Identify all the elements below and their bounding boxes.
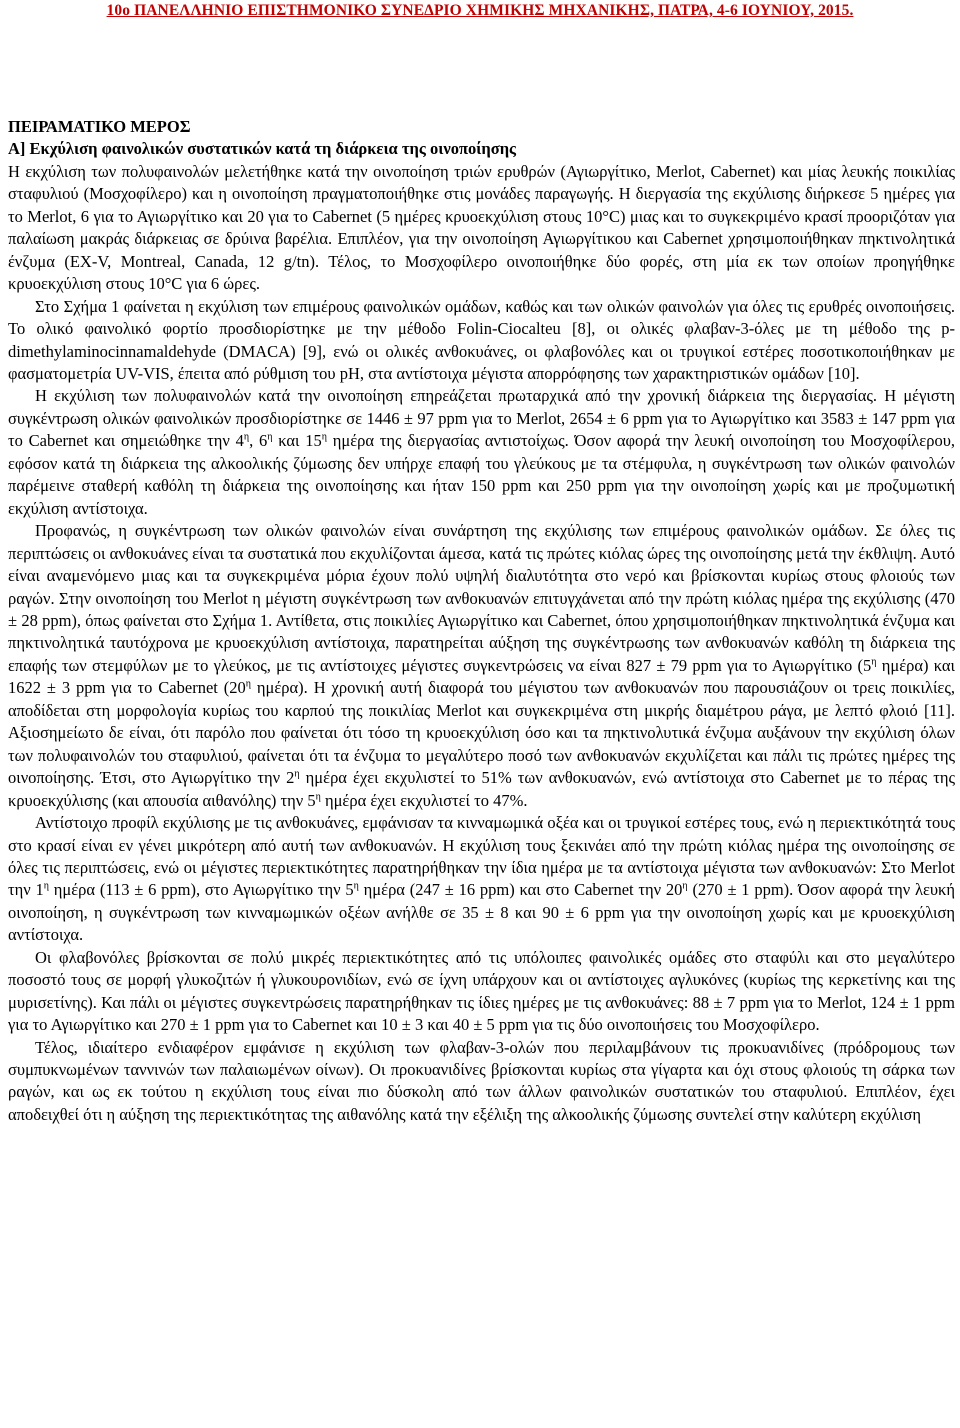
paragraph-text: Προφανώς, η συγκέντρωση των ολικών φαινολών είναι συνάρτηση της εκχύλισης των επιμέρους φαινολικών ομάδων. Σε όλες τις περιπτώσεις οι ανθοκυάνες είναι τα συστατικά που εκχυλίζονται άμεσα, κατά τις πρώτες κιόλας ώρες της οινοποίησης μετά την έκθλιψη. Αυτό είναι αναμενόμενο μιας και τα συγκεκριμένα μόρια έχουν πολύ υψηλή διαλυτότητα στο νερό και βρίσκονται κυρίως στους φλοιούς των ραγών. Στην οινοποίηση του Merlot η μέγιστη συγκέντρωση των ανθοκυανών επιτυγχάνεται από την πρώτη κιόλας ημέρα της εκχύλισης (470 ± 28 ppm), όπως φαίνεται στο Σχήμα 1. Αντίθετα, στις ποικιλίες Αγιωργίτικο και Cabernet, όπου χρησιμοποιήθηκαν πηκτινολητικά ένζυμα και πηκτινολητικά ταυτόχρονα με κρυοεκχύλιση αντίστοιχα, παρατηρείται αύξηση της συγκέντρωσης των ανθοκυανών καθόλη τη διάρκεια της επαφής των στεμφύλων με το γλεύκος, με τις αντίστοιχες μέγιστες συγκεντρώσεις να είναι 827 ± 79 ppm για το Αγιωργίτικο (5 <box>8 521 955 675</box>
paragraph-text: Η εκχύλιση των πολυφαινολών κατά την οινοποίηση επηρεάζεται πρωταρχικά από την χρονική διάρκεια της διεργασίας. Η μέγιστη συγκέντρωση ολικών φαινολικών προσδιορίστηκε σε 1446 ± 97 ppm για το Merlot, 2654 ± 6 ppm για το Αγιωργίτικο και 3583 ± 147 ppm για το Cabernet και σημειώθηκε την 4 <box>8 386 955 451</box>
ordinal-superscript: η <box>245 678 251 690</box>
paragraph-text: ημέρα (113 ± 6 ppm), στο Αγιωργίτικο την 5 <box>49 880 354 900</box>
body-paragraph <box>8 1037 955 1127</box>
body-paragraph <box>8 947 955 1037</box>
ordinal-superscript: η <box>871 656 877 668</box>
conference-header: 10ο ΠΑΝΕΛΛΗΝΙΟ ΕΠΙΣΤΗΜΟΝΙΚΟ ΣΥΝΕΔΡΙΟ ΧΗΜΙΚΗΣ ΜΗΧΑΝΙΚΗΣ, ΠΑΤΡΑ, 4-6 ΙΟΥΝΙΟΥ, 2015. <box>106 2 854 19</box>
paragraph-text: Οι φλαβονόλες βρίσκονται σε πολύ μικρές περιεκτικότητες από τις υπόλοιπες φαινολικές ομάδες στο σταφύλι και στο μεγαλύτερο ποσοστό τους σε μορφή γλυκοζιτών ή γλυκουρονιδίων, ενώ σε ίχνη υπάρχουν και οι αντίστοιχες αγλυκόνες (κυρίως της κερκετίνης και της μυρισετίνης). Και πάλι οι μέγιστες συγκεντρώσεις παρατηρήθηκαν τις ίδιες ημέρες με τις ανθοκυάνες: 88 ± 7 ppm για το Merlot, 124 ± 1 ppm για το Αγιωργίτικο και 270 ± 1 ppm για το Cabernet και 10 ± 3 και 40 ± 5 ppm για τις δύο οινοποιήσεις του Μοσχοφίλερο. <box>8 947 955 1035</box>
paragraph-text: ημέρα (247 ± 16 ppm) και στο Cabernet την 20 <box>358 880 683 900</box>
paragraph-text: Τέλος, ιδιαίτερο ενδιαφέρον εμφάνισε η εκχύλιση των φλαβαν-3-ολών που περιλαμβάνουν τις προκυανιδίνες (πρόδρομους των συμπυκνωμένων ταννινών των παλαιωμένων οίνων). Οι προκυανιδίνες βρίσκονται κυρίως στα γίγαρτα και όχι στους φλοιούς τη σάρκα των ραγών, και ως εκ τούτου η εκχύλιση τους είναι πιο δύσκολη από των άλλων φαινολικών συστατικών του σταφυλιού. Επιπλέον, έχει αποδειχθεί ότι η αύξηση της περιεκτικότητας της αιθανόλης κατά την εξέλιξη της αλκοολικής ζύμωσης συντελεί στην καλύτερη εκχύλιση <box>8 1037 955 1124</box>
ordinal-superscript: η <box>243 431 250 443</box>
ordinal-superscript: η <box>315 791 321 803</box>
section-title: ΠΕΙΡΑΜΑΤΙΚΟ ΜΕΡΟΣ <box>8 117 191 136</box>
paper-body <box>8 116 955 1126</box>
ordinal-superscript: η <box>353 880 359 892</box>
paragraph-text: Η εκχύλιση των πολυφαινολών μελετήθηκε κατά την οινοποίηση τριών ερυθρών (Αγιωργίτικο, Merlot, Cabernet) και μίας λευκής ποικιλίας σταφυλιού (Μοσχοφίλερο) και η οινοποίηση πραγματοποιήθηκε στις μονάδες παραγωγής. Η διεργασία της εκχύλισης διήρκεσε 5 ημέρες για το Merlot, 6 για το Αγιωργίτικο και 20 για το Cabernet (5 ημέρες κρυοεκχύλιση στους 10°C) μιας και το συγκεκριμένο κρασί προοριζόταν για παλαίωση μακράς διάρκειας σε δρύινα βαρέλια. Επιπλέον, για την οινοποίηση Αγιωργίτικου και Cabernet χρησιμοποιήθηκαν πηκτινολητικά ένζυμα (EX-V, Montreal, Canada, 12 g/tn). Τέλος, το Μοσχοφίλερο οινοποιήθηκε δύο φορές, στη μία εκ των οποίων προηγήθηκε κρυοεκχύλιση στους 10°C για 6 ώρες. <box>8 161 955 294</box>
paragraph-text: ημέρα έχει εκχυλιστεί το 51% των ανθοκυανών, ενώ αντίστοιχα στο Cabernet με το πέρας της κρυοεκχύλισης (και απουσία αιθανόλης) την 5 <box>8 768 955 810</box>
paragraph-text: ημέρα). Η χρονική αυτή διαφορά του μέγιστου των ανθοκυανών που παρουσιάζουν οι τρεις ποικιλίες, αποδίδεται στη μορφολογία κυρίως του καρπού της ποικιλίας Merlot και συγκεκριμένα στη μικρής διαμέτρου ράγα, με λεπτό φλοιό [11]. Αξιοσημείωτο δε είναι, ότι παρόλο που φαίνεται ότι τόσο τη κρυοεκχύλιση όσο και τα πηκτινολυτικά ένζυμα αυξάνουν την εκχύλιση όλων των πολυφαινολών του σταφυλιού, φαίνεται ότι τα ένζυμα το μεγαλύτερο ποσό των ανθοκυανών εκχυλίζεται και πάλι τις πρώτες ημέρες της οινοποίησης. Έτσι, στο Αγιωργίτικο την 2 <box>8 678 955 788</box>
ordinal-superscript: η <box>321 431 327 443</box>
paragraph-text: ημέρα έχει εκχυλιστεί το 47%. <box>320 790 528 810</box>
paragraphs <box>8 161 955 1126</box>
ordinal-superscript: η <box>267 431 273 443</box>
paragraph-text: και 15 <box>272 431 322 451</box>
paragraph-text: (270 ± 1 ppm). Όσον αφορά την λευκή οινοποίηση, η συγκέντρωση των κινναμωμικών οξέων ανήλθε σε 35 ± 8 και 90 ± 6 ppm για την οινοποίηση χωρίς και με κρυοεκχύλιση αντίστοιχα. <box>8 880 955 945</box>
body-paragraph <box>8 520 955 812</box>
paragraph-text: ημέρα) και 1622 ± 3 ppm για το Cabernet (20 <box>8 655 955 698</box>
paragraph-text: Αντίστοιχο προφίλ εκχύλισης με τις ανθοκυάνες, εμφάνισαν τα κινναμωμικά οξέα και οι τρυγικοί εστέρες τους, ενώ η περιεκτικότητά τους στο κρασί είναι εν γένει μικρότερη από αυτή των ανθοκυανών. Η εκχύλιση τους ξεκινάει από την πρώτη κιόλας ημέρα της οινοποίησης σε όλες τις περιπτώσεις, ενώ οι μέγιστες περιεκτικότητες παρατηρήθηκαν την ίδια ημέρα με τα αντίστοιχα μέγιστα των ανθοκυανών: Στο Merlot την 1 <box>8 813 955 900</box>
paragraph-text: ημέρα της διεργασίας αντιστοίχως. Όσον αφορά την λευκή οινοποίηση του Μοσχοφίλερου, εφόσον κατά τη διάρκεια της αλκοολικής ζύμωσης δεν υπήρχε επαφή του γλεύκους με τα στέμφυλα, η συγκέντρωση των ολικών φαινολών παρέμεινε σταθερή καθόλη τη διάρκεια της οινοποίησης και ήταν 150 ppm και 250 ppm για την οινοποίηση χωρίς και με προζυμωτική εκχύλιση αντίστοιχα. <box>8 431 955 518</box>
ordinal-superscript: η <box>294 768 300 780</box>
paragraph-text: Στο Σχήμα 1 φαίνεται η εκχύλιση των επιμέρους φαινολικών ομάδων, καθώς και των ολικών φαινολών για όλες τις ερυθρές οινοποιήσεις. Το ολικό φαινολικό φορτίο προσδιορίστηκε με την μέθοδο Folin-Ciocalteu [8], οι ολικές φλαβαν-3-όλες με τη μέθοδο της p-dimethylaminocinnamaldehyde (DMACA) [9], ενώ οι ολικές ανθοκυάνες, οι φλαβονόλες και οι τρυγικοί εστέρες ποσοτικοποιήθηκαν με φασματομετρία UV-VIS, έπειτα από ρύθμιση του pH, στα αντίστοιχα μέγιστα απορρόφησης των χαρακτηριστικών ομάδων [10]. <box>8 296 955 383</box>
subsection-title: Α] Εκχύλιση φαινολικών συστατικών κατά τη διάρκεια της οινοποίησης <box>8 139 517 159</box>
ordinal-superscript: η <box>43 880 49 892</box>
ordinal-superscript: η <box>682 880 688 892</box>
body-paragraph <box>8 161 955 296</box>
body-paragraph <box>8 296 955 386</box>
body-paragraph <box>8 812 955 947</box>
paragraph-text: , 6 <box>249 431 268 451</box>
body-paragraph <box>8 385 955 520</box>
